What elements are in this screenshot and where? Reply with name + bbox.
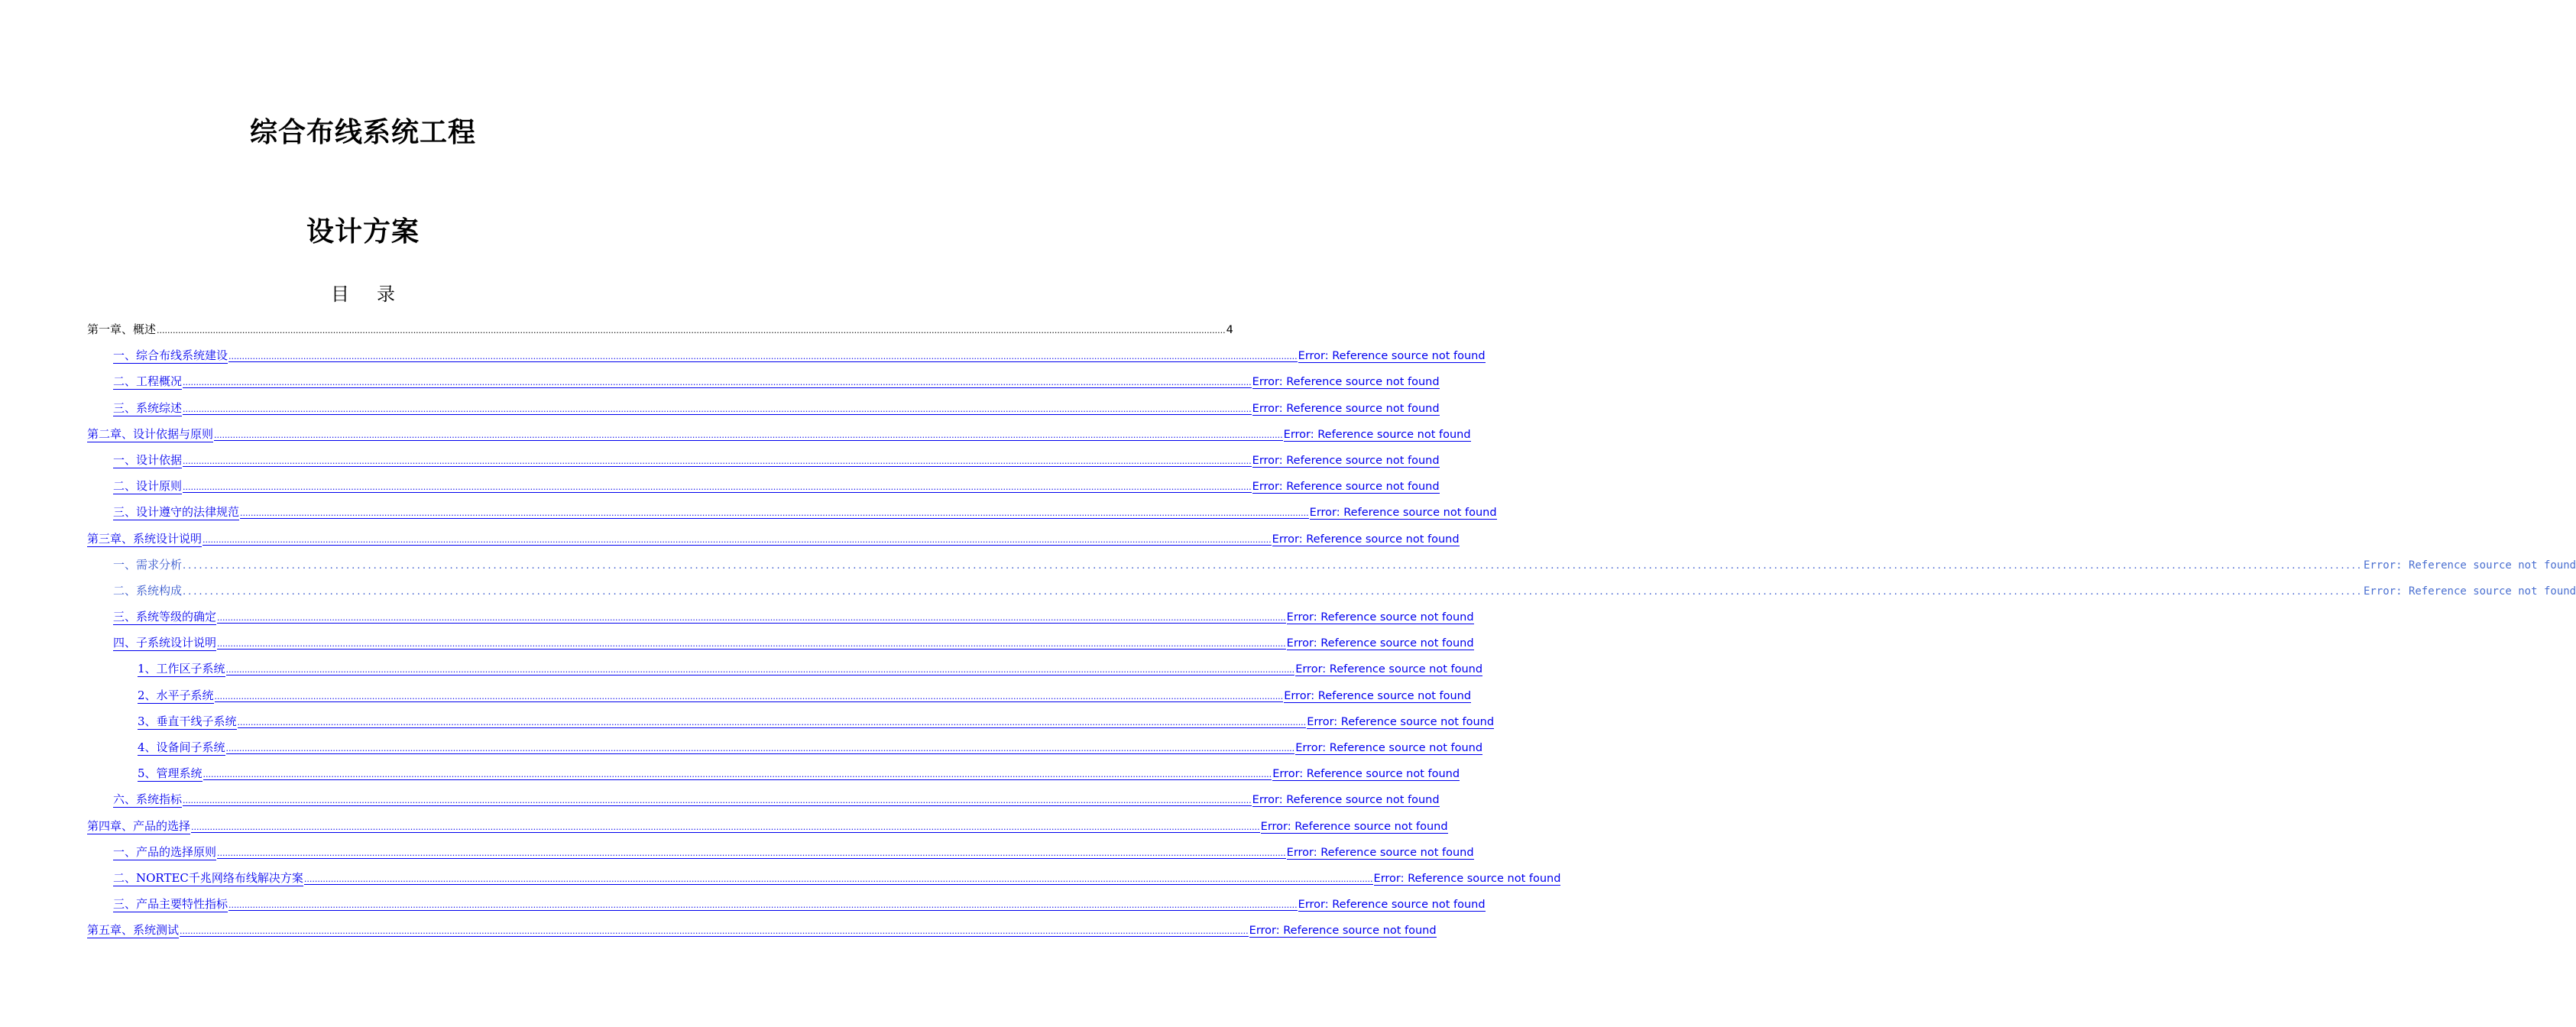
toc-entry-label: 二、设计原则 (113, 479, 183, 494)
toc-entry-label: 3、垂直干线子系统 (138, 714, 237, 728)
toc-entry-label: 二、NORTEC千兆网络布线解决方案 (113, 870, 303, 885)
toc-entry[interactable] (87, 634, 1474, 660)
toc-entry[interactable] (87, 922, 1437, 948)
toc-entry-label: 一、设计依据 (113, 452, 183, 467)
toc-entry-label: 三、产品主要特性指标 (113, 897, 228, 912)
toc-leader-dots: ................................................................................................................................................................................................................................................................................................................................................................................................................ (228, 352, 1298, 362)
toc-leader-dots: ................................................................................................................................................................................................................................................................................................................................................................................................................ (157, 326, 1226, 335)
toc-entry-label: 第四章、产品的选择 (87, 818, 191, 833)
toc-leader-dots: ................................................................................................................................................................................................................................................................................................................................................................................................................ (183, 482, 1252, 493)
toc-entry-page-ref: Error: Reference source not found (1373, 872, 1561, 885)
toc-leader-dots: ................................................................................................................................................................................................................................................................................................................................................................................................................ (237, 717, 1307, 727)
toc-entry-label: 四、子系统设计说明 (113, 636, 217, 650)
toc-entry-label: 二、工程概况 (113, 374, 183, 389)
toc-entry-page-ref: Error: Reference source not found (1252, 376, 1440, 389)
toc-leader-dots: ................................................................................................................................................................................................................................................................................................................................................................................................................ (183, 795, 1252, 806)
toc-entry[interactable] (87, 739, 1483, 765)
document-title-line1: 综合布线系统工程 (249, 117, 476, 148)
toc-entry-label: 二、系统构成 (113, 583, 183, 598)
document-title-line2: 设计方案 (306, 216, 420, 248)
toc-entry-page-ref: Error: Reference source not found (1298, 899, 1486, 912)
toc-entry[interactable] (87, 556, 2576, 582)
toc-entry[interactable] (87, 373, 1440, 399)
toc-entry-label: 第五章、系统测试 (87, 923, 180, 938)
toc-entry[interactable] (87, 582, 2576, 608)
toc-entry-page-ref: Error: Reference source not found (1284, 689, 1472, 702)
toc-entry[interactable] (87, 896, 1486, 922)
toc-entry-label: 一、综合布线系统建设 (113, 348, 228, 363)
toc-heading: 目录 (331, 283, 423, 305)
toc-entry-page-ref: Error: Reference source not found (1252, 794, 1440, 807)
toc-leader-dots: ................................................................................................................................................................................................................................................................................................................................................................................................................ (183, 377, 1252, 388)
toc-leader-dots: ................................................................................................................................................................................................................................................................................................................................................................................................................ (225, 665, 1295, 675)
toc-entry[interactable] (87, 713, 1495, 739)
toc-entry-page-ref: Error: Reference source not found (1309, 507, 1497, 520)
toc-leader-dots: ................................................................................................................................................................................................................................................................................................................................................................................................................ (180, 926, 1249, 937)
toc-leader-dots: ................................................................................................................................................................................................................................................................................................................................................................................................................ (303, 873, 1373, 884)
toc-leader-dots: ................................................................................................................................................................................................................................................................................................................................................................................................................ (214, 429, 1283, 440)
toc-leader-dots: ................................................................................................................................................................................................................................................................................................................................................................................................................ (217, 613, 1286, 624)
toc-entry-label: 2、水平子系统 (138, 688, 214, 702)
toc-entry-page-ref: Error: Reference source not found (1298, 350, 1486, 363)
toc-leader-dots: ................................................................................................................................................................................................................................................................................................................................................................................................................ (225, 744, 1295, 753)
toc-entry[interactable] (87, 426, 1471, 452)
toc-entry-label: 一、需求分析 (113, 557, 183, 572)
toc-entry-page-ref: Error: Reference source not found (1252, 454, 1440, 467)
toc-entry-label: 三、系统等级的确定 (113, 610, 217, 624)
toc-entry-label: 第一章、概述 (87, 322, 157, 336)
toc-entry[interactable] (87, 765, 1460, 791)
toc-entry[interactable] (87, 478, 1440, 504)
toc-entry-page-ref: Error: Reference source not found (1272, 768, 1460, 781)
table-of-contents (87, 321, 2576, 948)
toc-entry-page-ref: Error: Reference source not found (1252, 481, 1440, 494)
toc-entry-page-ref: Error: Reference source not found (1249, 925, 1437, 938)
toc-entry-page-ref: Error: Reference source not found (2363, 559, 2576, 572)
toc-entry-page-ref: Error: Reference source not found (1286, 611, 1474, 624)
toc-entry-page-ref: Error: Reference source not found (2363, 585, 2576, 598)
toc-entry-label: 三、系统综述 (113, 400, 183, 415)
toc-leader-dots: ................................................................................................................................................................................................................................................................................................................................................................................................................ (191, 821, 1260, 832)
toc-entry[interactable] (87, 660, 1483, 686)
toc-entry[interactable] (87, 321, 1233, 347)
toc-leader-dots: ................................................................................................................................................................................................................................................................................................................................................................................................................ (183, 455, 1252, 466)
toc-entry-page-ref: Error: Reference source not found (1295, 742, 1483, 754)
toc-leader-dots: ................................................................................................................................................................................................................................................................................................................................................................................................................ (214, 691, 1284, 701)
toc-entry[interactable] (87, 870, 1561, 896)
toc-leader-dots: ................................................................................................................................................................................................................................................................................................................................................................................................................ (203, 534, 1272, 545)
toc-entry[interactable] (87, 400, 1440, 426)
toc-entry[interactable] (87, 687, 1472, 713)
toc-entry[interactable] (87, 608, 1474, 634)
toc-leader-dots: ................................................................................................................................................................................................................................................................................................................................................................................................................ (183, 403, 1252, 414)
toc-entry[interactable] (87, 791, 1440, 817)
toc-entry-label: 六、系统指标 (113, 792, 183, 807)
toc-entry-page-ref: Error: Reference source not found (1295, 663, 1483, 676)
toc-entry-label: 第三章、系统设计说明 (87, 531, 203, 546)
toc-leader-dots: ................................................................................................................................................................................................................................................................................................................................................................................................................ (228, 900, 1298, 911)
toc-entry-label: 第二章、设计依据与原则 (87, 426, 214, 441)
toc-entry-label: 1、工作区子系统 (138, 662, 225, 676)
toc-leader-dots: ................................................................................................................................................................................................................................................................................................................................................................................................................ (183, 559, 2363, 572)
toc-entry-page-ref: Error: Reference source not found (1252, 402, 1440, 415)
toc-entry-page-ref: Error: Reference source not found (1272, 533, 1460, 546)
toc-entry[interactable] (87, 530, 1460, 556)
toc-leader-dots: ................................................................................................................................................................................................................................................................................................................................................................................................................ (203, 769, 1272, 780)
toc-entry-page-ref: Error: Reference source not found (1260, 820, 1448, 833)
toc-leader-dots: ................................................................................................................................................................................................................................................................................................................................................................................................................ (183, 585, 2363, 598)
toc-entry[interactable] (87, 347, 1486, 373)
toc-entry-page-ref: Error: Reference source not found (1283, 428, 1471, 441)
toc-entry-label: 一、产品的选择原则 (113, 844, 217, 859)
toc-entry-page-ref: 4 (1226, 324, 1233, 336)
toc-entry-page-ref: Error: Reference source not found (1286, 637, 1474, 650)
toc-leader-dots: ................................................................................................................................................................................................................................................................................................................................................................................................................ (240, 508, 1309, 519)
toc-entry[interactable] (87, 504, 1497, 530)
toc-entry[interactable] (87, 818, 1448, 844)
toc-entry-page-ref: Error: Reference source not found (1307, 715, 1495, 728)
toc-entry-page-ref: Error: Reference source not found (1286, 846, 1474, 859)
toc-entry[interactable] (87, 844, 1474, 870)
toc-entry-label: 三、设计遵守的法律规范 (113, 505, 240, 520)
toc-leader-dots: ................................................................................................................................................................................................................................................................................................................................................................................................................ (217, 639, 1286, 650)
toc-entry[interactable] (87, 452, 1440, 478)
toc-leader-dots: ................................................................................................................................................................................................................................................................................................................................................................................................................ (217, 847, 1286, 858)
toc-entry-label: 4、设备间子系统 (138, 740, 225, 754)
toc-entry-label: 5、管理系统 (138, 766, 203, 781)
